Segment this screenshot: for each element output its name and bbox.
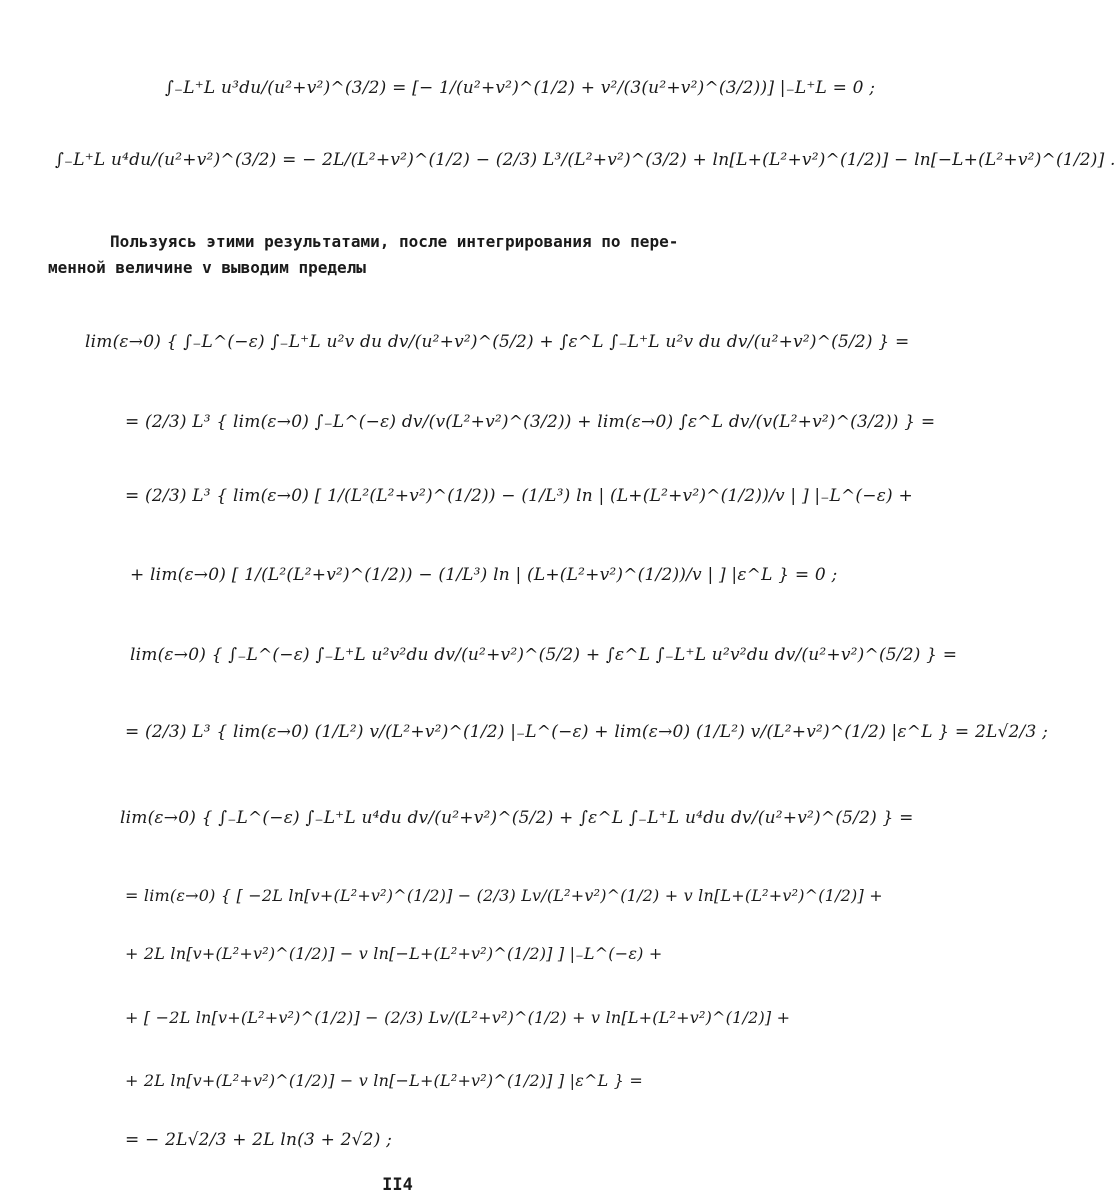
equation-line-1: ∫₋L⁺L u³du/(u²+v²)^(3/2) = [− 1/(u²+v²)^(1/2) + v²/(3(u²+v²)^(3/2))] |₋L⁺L = 0 ;	[165, 78, 876, 98]
equation-line-4: = (2/3) L³ { lim(ε→0) ∫₋L^(−ε) dv/(v(L²+v²)^(3/2)) + lim(ε→0) ∫ε^L dv/(v(L²+v²)^(3/2)) } =	[125, 412, 936, 432]
equation-line-8: = (2/3) L³ { lim(ε→0) (1/L²) v/(L²+v²)^(1/2) |₋L^(−ε) + lim(ε→0) (1/L²) v/(L²+v²)^(1/2) |ε^L } = 2L√2/3 ;	[125, 722, 1048, 742]
equation-line-5: = (2/3) L³ { lim(ε→0) [ 1/(L²(L²+v²)^(1/2)) − (1/L³) ln | (L+(L²+v²)^(1/2))/v | ] |₋L^(−ε) +	[125, 486, 913, 506]
prose-line-1: Пользуясь этими результатами, после интегрирования по пере-	[110, 232, 679, 251]
equation-line-2: ∫₋L⁺L u⁴du/(u²+v²)^(3/2) = − 2L/(L²+v²)^(1/2) − (2/3) L³/(L²+v²)^(3/2) + ln[L+(L²+v²)^(1/2)] − ln[−L+(L²+v²)^(1/2)] .	[55, 150, 1116, 170]
equation-line-7: lim(ε→0) { ∫₋L^(−ε) ∫₋L⁺L u²v²du dv/(u²+v²)^(5/2) + ∫ε^L ∫₋L⁺L u²v²du dv/(u²+v²)^(5/2) } =	[130, 645, 958, 665]
equation-line-3: lim(ε→0) { ∫₋L^(−ε) ∫₋L⁺L u²v du dv/(u²+v²)^(5/2) + ∫ε^L ∫₋L⁺L u²v du dv/(u²+v²)^(5/2) } =	[85, 332, 910, 352]
equation-line-11: + 2L ln[v+(L²+v²)^(1/2)] − v ln[−L+(L²+v²)^(1/2)] ] |₋L^(−ε) +	[125, 944, 663, 963]
equation-line-10: = lim(ε→0) { [ −2L ln[v+(L²+v²)^(1/2)] − (2/3) Lv/(L²+v²)^(1/2) + v ln[L+(L²+v²)^(1/2)] +	[125, 886, 883, 905]
equation-line-9: lim(ε→0) { ∫₋L^(−ε) ∫₋L⁺L u⁴du dv/(u²+v²)^(5/2) + ∫ε^L ∫₋L⁺L u⁴du dv/(u²+v²)^(5/2) } =	[120, 808, 914, 828]
prose-paragraph	[48, 229, 748, 281]
equation-line-12: + [ −2L ln[v+(L²+v²)^(1/2)] − (2/3) Lv/(L²+v²)^(1/2) + v ln[L+(L²+v²)^(1/2)] +	[125, 1008, 791, 1027]
equation-line-6: + lim(ε→0) [ 1/(L²(L²+v²)^(1/2)) − (1/L³) ln | (L+(L²+v²)^(1/2))/v | ] |ε^L } = 0 ;	[130, 565, 838, 585]
equation-line-14: = − 2L√2/3 + 2L ln(3 + 2√2) ;	[125, 1130, 393, 1150]
equation-line-13: + 2L ln[v+(L²+v²)^(1/2)] − v ln[−L+(L²+v²)^(1/2)] ] |ε^L } =	[125, 1071, 644, 1090]
prose-line-2: менной величине v выводим пределы	[48, 258, 366, 277]
page-number: II4	[382, 1175, 413, 1195]
